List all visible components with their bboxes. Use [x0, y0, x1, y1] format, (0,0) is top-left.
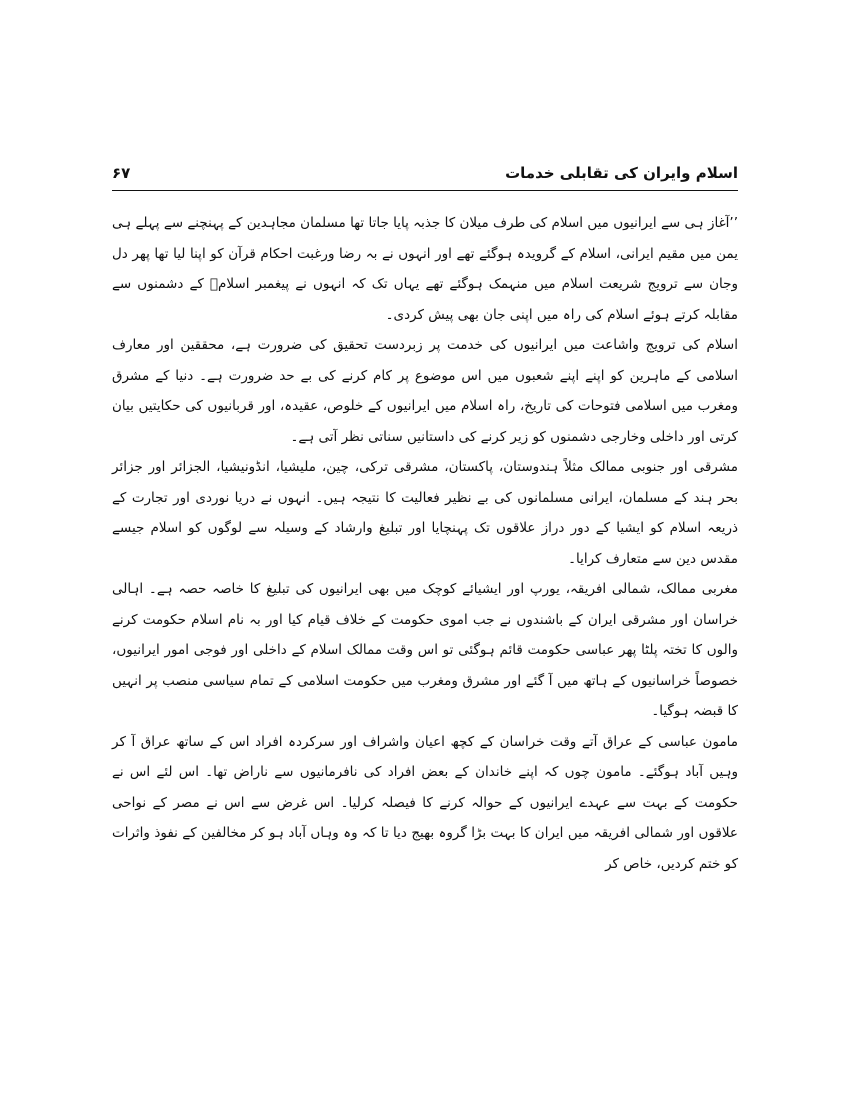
paragraph: ’’آغاز ہی سے ایرانیوں میں اسلام کی طرف میلان کا جذبہ پایا جاتا تھا مسلمان مجاہدین کے پہنچنے سے پہلے ہی یمن میں مقیم ایرانی، اسلام کے گرویدہ ہوگئے تھے اور انہوں نے بہ رضا ورغبت احکام قرآن کو اپنا لیا تھا پھر دل وجان سے ترویج شریعت اسلام میں منہمک ہوگئے تھے یہاں تک کہ انہوں نے پیغمبر اسلامؐ کے دشمنوں سے مقابلہ کرتے ہوئے اسلام کی راہ میں اپنی جان بھی پیش کردی۔: [112, 215, 738, 323]
paragraph: مشرقی اور جنوبی ممالک مثلاً ہندوستان، پاکستان، مشرقی ترکی، چین، ملیشیا، انڈونیشیا، الجزائر اور جزائر بحر ہند کے مسلمان، ایرانی مسلمانوں کی بے نظیر فعالیت کا نتیجہ ہیں۔ انہوں نے دریا نوردی اور تجارت کے ذریعہ اسلام کو ایشیا کے دور دراز علاقوں تک پہنچایا اور تبلیغ وارشاد کے وسیلہ سے لوگوں کو اسلام جیسے مقدس دین سے متعارف کرایا۔: [112, 459, 738, 567]
running-header: [112, 160, 738, 186]
paragraph: مامون عباسی کے عراق آتے وقت خراسان کے کچھ اعیان واشراف اور سرکردہ افراد اس کے ساتھ عراق آ کر وہیں آباد ہوگئے۔ مامون چوں کہ اپنے خاندان کے بعض افراد کی نافرمانیوں سے ناراض تھا۔ اس لئے اس نے حکومت کے بہت سے عہدے ایرانیوں کے حوالہ کرنے کا فیصلہ کرلیا۔ اس غرض سے اس نے مصر کے نواحی علاقوں اور شمالی افریقہ میں ایران کا بہت بڑا گروہ بھیج دیا تا کہ وہ وہاں آباد ہو کر مخالفین کے نفوذ واثرات کو ختم کردیں، خاص کر: [112, 733, 738, 872]
header-divider: [112, 190, 738, 191]
body-text: [112, 208, 738, 872]
page-number: ۶۷: [112, 164, 131, 182]
paragraph: مغربی ممالک، شمالی افریقہ، یورپ اور ایشیائے کوچک میں بھی ایرانیوں کی تبلیغ کا خاصہ حصہ ہے۔ اہالی خراسان اور مشرقی ایران کے باشندوں نے جب اموی حکومت کے خلاف قیام کیا اور بہ نام اسلام حکومت کرنے والوں کا تختہ پلٹا پھر عباسی حکومت قائم ہوگئی تو اس وقت ممالک اسلام کے داخلی اور فوجی امور ایرانیوں، خصوصاً خراسانیوں کے ہاتھ میں آ گئے اور مشرق ومغرب میں حکومت اسلامی کے تمام سیاسی منصب پر انہیں کا قبضہ ہوگیا۔: [112, 581, 738, 719]
paragraph: اسلام کی ترویج واشاعت میں ایرانیوں کی خدمت پر زبردست تحقیق کی ضرورت ہے، محققین اور معارف اسلامی کے ماہرین کو اپنے اپنے شعبوں میں اس موضوع پر کام کرنے کی بے حد ضرورت ہے۔ دنیا کے مشرق ومغرب میں اسلامی فتوحات کی تاریخ، راہ اسلام میں ایرانیوں کے خلوص، عقیدہ، اور قربانیوں کی حکایتیں بیان کرتی اور داخلی وخارجی دشمنوں کو زیر کرنے کی داستانیں سناتی نظر آتی ہے۔: [112, 337, 738, 445]
running-title: اسلام وایران کی تقابلی خدمات: [505, 164, 738, 182]
